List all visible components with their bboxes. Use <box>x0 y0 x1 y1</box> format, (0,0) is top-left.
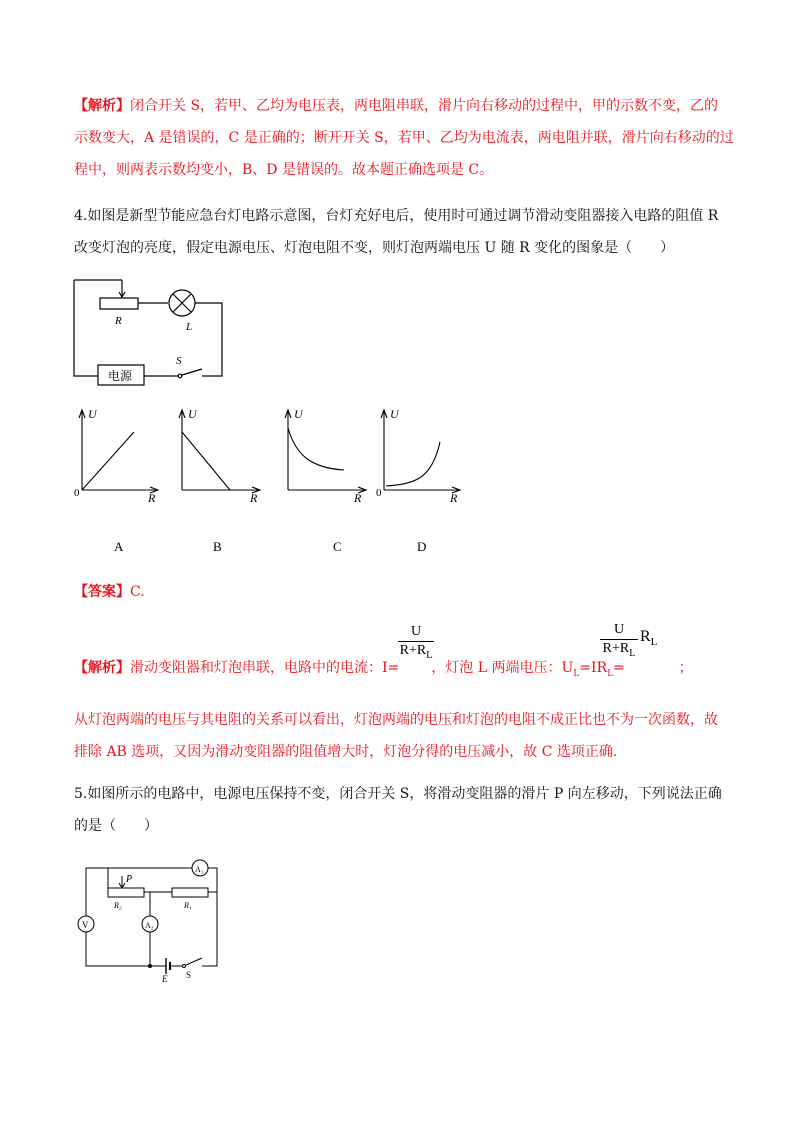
analysis-1-line-1: 【解析】闭合开关 S，若甲、乙均为电压表，两电阻串联，滑片向右移动的过程中，甲的示数不变，乙的 <box>74 98 719 114</box>
curve-c <box>288 428 344 470</box>
analysis-tag: 【解析】 <box>74 98 130 114</box>
svg-text:R: R <box>450 491 458 504</box>
analysis-2-line-3: 排除 AB 选项，又因为滑动变阻器的阻值增大时，灯泡分得的电压减小，故 C 选项正确. <box>74 744 618 760</box>
svg-text:U: U <box>88 407 97 421</box>
switch-blade <box>182 369 202 375</box>
label-l: L <box>186 321 193 333</box>
svg-text:R: R <box>250 491 258 504</box>
svg-text:V: V <box>82 920 89 930</box>
lamp-cross <box>173 294 191 312</box>
label-r: R <box>115 315 122 327</box>
svg-text:0: 0 <box>74 487 80 499</box>
analysis-1-line-2: 示数变大，A 是错误的，C 是正确的；断开开关 S，若甲、乙均为电流表，两电阻并联，滑片向右移动的过 <box>74 130 734 146</box>
svg-text:R: R <box>148 491 156 504</box>
q4-graph-a <box>70 404 166 504</box>
question-4 <box>74 200 734 264</box>
curve-a <box>82 432 134 490</box>
svg-text:P: P <box>126 874 133 885</box>
analysis-1-line-3: 程中，则两表示数均变小，B、D 是错误的。故本题正确选项是 C。 <box>74 162 494 178</box>
q4-circuit-diagram <box>70 272 240 388</box>
question-4-line-1: 4.如图是新型节能应急台灯电路示意图，台灯充好电后，使用时可通过调节滑动变阻器接入电路的阻值 R <box>74 208 719 224</box>
answer-tag: 【答案】 <box>74 584 130 600</box>
svg-text:U: U <box>294 407 303 421</box>
svg-text:R₁: R₁ <box>184 901 192 910</box>
option-c-label: C <box>333 539 342 554</box>
resistor-r1 <box>172 888 208 897</box>
question-4-line-2: 改变灯泡的亮度，假定电源电压、灯泡电阻不变，则灯泡两端电压 U 随 R 变化的图象是（ ） <box>74 240 675 256</box>
q4-graph-d <box>372 404 468 504</box>
answer <box>74 576 734 608</box>
question-5 <box>74 778 734 842</box>
curve-d <box>386 442 440 486</box>
svg-text:0: 0 <box>376 487 382 499</box>
formula-voltage-factor: $R_L$ <box>640 628 658 649</box>
question-5-line-1: 5.如图所示的电路中，电源电压保持不变，闭合开关 S，将滑动变阻器的滑片 P 向左移动，下列说法正确 <box>74 786 722 802</box>
svg-text:S: S <box>186 970 192 980</box>
svg-text:R: R <box>354 491 362 504</box>
label-power-source: 电源 <box>108 369 133 383</box>
label-s: S <box>176 355 182 367</box>
svg-text:U: U <box>390 407 399 421</box>
option-a-label: A <box>114 539 124 554</box>
svg-text:A₂: A₂ <box>145 921 154 930</box>
answer-value: C. <box>130 584 145 600</box>
svg-text:R₂: R₂ <box>114 901 122 910</box>
q5-circuit-diagram <box>74 854 224 984</box>
analysis-2-body <box>74 704 734 768</box>
wire-left <box>74 280 98 376</box>
rheostat-r2 <box>108 888 144 897</box>
svg-text:U: U <box>188 407 197 421</box>
q4-graph-c <box>278 404 374 504</box>
option-d-label: D <box>417 539 427 554</box>
svg-text:E: E <box>162 974 168 984</box>
analysis-2-line-2: 从灯泡两端的电压与其电阻的关系可以看出，灯泡两端的电压和灯泡的电阻不成正比也不为一次函数，故 <box>74 712 718 728</box>
question-5-line-2: 的是（ ） <box>74 818 158 834</box>
wire-right <box>195 303 222 376</box>
option-b-label: B <box>213 539 222 554</box>
analysis-2-line-1: 【解析】滑动变阻器和灯泡串联，电路中的电流：I= ，灯泡 L 两端电压：$U_L=IR_L=$ ； <box>74 660 693 679</box>
formula-voltage: U $R+R_L$ <box>600 622 638 662</box>
rheostat-body <box>100 298 138 309</box>
q5-switch-blade <box>186 958 202 965</box>
analysis-1 <box>74 90 734 186</box>
analysis-2-tag: 【解析】 <box>74 660 130 676</box>
q4-graph-b <box>172 404 268 504</box>
formula-current: U $R+R_L$ <box>399 624 433 661</box>
curve-b <box>182 432 230 490</box>
svg-text:A₁: A₁ <box>195 865 204 874</box>
